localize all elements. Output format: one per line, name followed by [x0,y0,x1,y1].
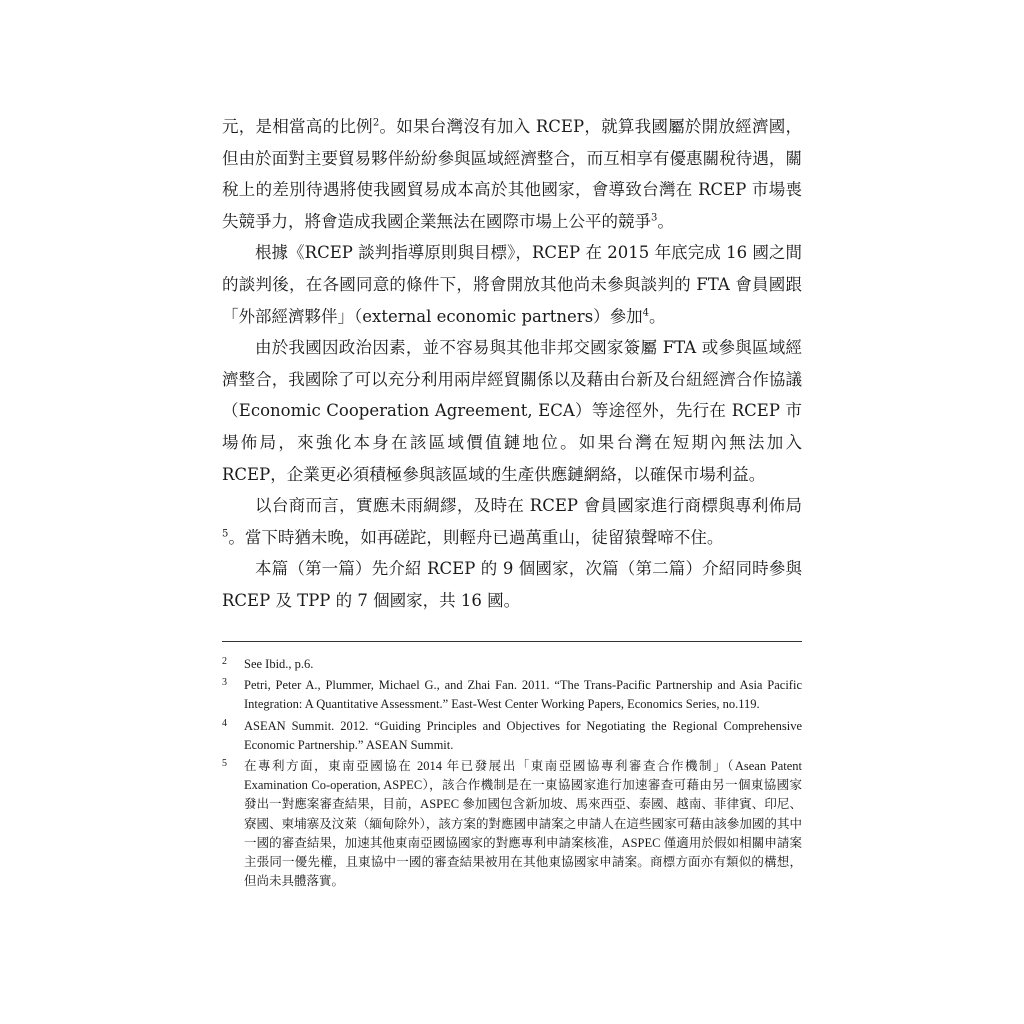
footnote-ref-3[interactable]: 3 [651,212,658,224]
footnote-text: 在專利方面，東南亞國協在 2014 年已發展出「東南亞國協專利審查合作機制」（Asean Patent Examination Co-operation, ASPEC），該合作機制是在一東協國家進行加速審查可藉由另一個東協國家發出一對應案審查結果，目前，ASPEC 參加國包含新加坡、馬來西亞、泰國、越南、菲律賓、印尼、寮國、柬埔寨及汶萊（緬甸除外），該方案的對應國申請案之申請人在這些國家可藉由該參加國的其中一國的審查結果，加速其他東南亞國協國家的對應專利申請案核准，ASPEC 僅適用於假如相關申請案主張同一優先權，且東協中一國的審查結果被用在其他東協國家申請案。商標方面亦有類似的構想，但尚未具體落實。 [244,759,802,889]
paragraph-3-text: 由於我國因政治因素，並不容易與其他非邦交國家簽屬 FTA 或參與區域經濟整合，我國除了可以充分利用兩岸經貿關係以及藉由台新及台紐經濟合作協議 （Economic Cooperation Agreement, ECA）等途徑外，先行在 RCEP 市場佈局，來強化本身在該區域價值鏈地位。如果台灣在短期內無法加入 RCEP，企業更必須積極參與該區域的生產供應鏈網絡，以確保市場利益。 [222,338,802,484]
paragraph-1 [222,111,802,237]
footnote-4 [222,717,802,755]
footnotes [222,655,802,893]
footnote-number: 2 [222,656,227,667]
paragraph-1-text-c: 。 [657,211,674,231]
footnote-number: 4 [222,717,227,729]
paragraph-4 [222,490,802,553]
footnote-text: See Ibid., p.6. [244,657,314,671]
footnote-number: 3 [222,677,227,689]
paragraph-1-text-a: 元，是相當高的比例 [222,117,373,136]
footnote-ref-4[interactable]: 4 [642,307,650,319]
footnote-2 [222,655,802,674]
footnote-text: ASEAN Summit. 2012. “Guiding Principles and Objectives for Negotiating the Regional Comprehensive Economic Partnership.” ASEAN Summit. [244,718,802,752]
footnote-number: 5 [222,758,227,770]
paragraph-2-text-a: 根據《RCEP 談判指導原則與目標》，RCEP 在 2015 年底完成 16 國之間的談判後，在各國同意的條件下，將會開放其他尚未參與談判的 FTA 會員國跟「外部經濟夥伴」（external economic partners）參加 [222,243,802,326]
paragraph-1-text-b: 。如果台灣沒有加入 RCEP，就算我國屬於開放經濟國，但由於面對主要貿易夥伴紛紛參與區域經濟整合，而互相享有優惠關稅待遇，關稅上的差別待遇將使我國貿易成本高於其他國家，會導致台灣在 RCEP 市場喪失競爭力，將會造成我國企業無法在國際市場上公平的競爭 [222,117,802,231]
paragraph-5-text: 本篇（第一篇）先介紹 RCEP 的 9 個國家，次篇（第二篇）介紹同時參與 RCEP 及 TPP 的 7 個國家，共 16 國。 [222,559,802,610]
footnote-5 [222,757,802,891]
footnote-text: Petri, Peter A., Plummer, Michael G., and Zhai Fan. 2011. “The Trans-Pacific Partnership and Asia Pacific Integration: A Quantitative Assessment.” East-West Center Working Papers, Economics Series, no.119. [244,678,802,712]
body-text [222,111,802,617]
footnote-ref-5[interactable]: 5 [222,528,229,540]
footnote-ref-2[interactable]: 2 [372,117,380,129]
paragraph-5 [222,553,802,616]
footnote-divider [222,641,802,642]
paragraph-2 [222,237,802,332]
paragraph-4-text-b: 。當下時猶未晚，如再磋跎，則輕舟已過萬重山，徒留猿聲啼不住。 [228,527,724,547]
paragraph-2-text-b: 。 [649,306,666,326]
paragraph-4-text-a: 以台商而言，實應未雨綢繆，及時在 RCEP 會員國家進行商標與專利佈局 [255,496,802,516]
paragraph-3 [222,332,802,490]
footnote-3 [222,676,802,714]
